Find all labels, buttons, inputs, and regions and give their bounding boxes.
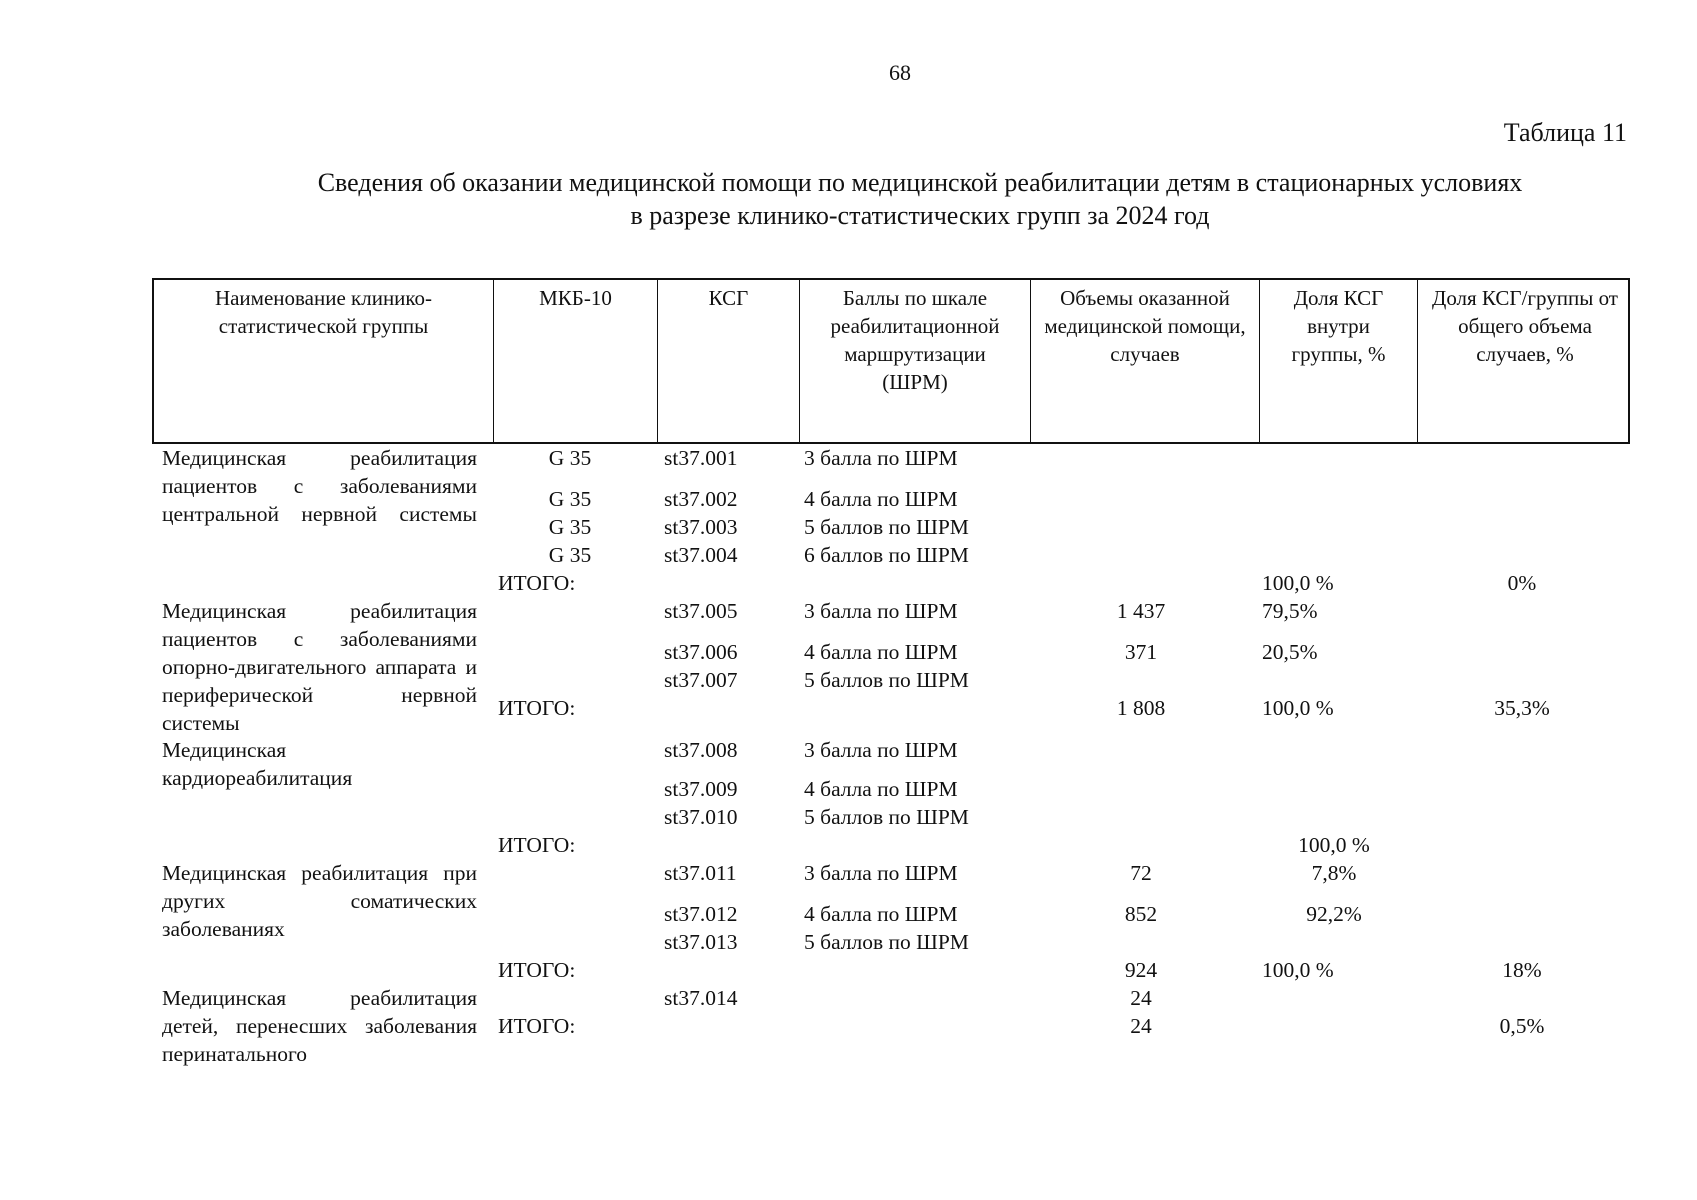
cell-share: 92,2% (1306, 902, 1362, 926)
cell-share: 20,5% (1262, 640, 1318, 664)
cell-volume: 24 (1130, 986, 1152, 1010)
group-name: Медицинская кардиореабилитация (162, 738, 353, 790)
total-label: ИТОГО: (498, 1014, 576, 1038)
cell-share-total: 18% (1502, 958, 1542, 982)
cell-shrm: 3 балла по ШРМ (804, 861, 958, 885)
cell-share: 100,0 % (1298, 833, 1370, 857)
total-label: ИТОГО: (498, 571, 576, 595)
cell-shrm: 5 баллов по ШРМ (804, 515, 969, 539)
header-shrm: Баллы по шкале реабилитационной маршрутизации (ШРМ) (800, 280, 1031, 442)
header-mkb: МКБ-10 (494, 280, 658, 442)
cell-share: 7,8% (1311, 861, 1357, 885)
cell-volume: 24 (1130, 1014, 1152, 1038)
total-label: ИТОГО: (498, 696, 576, 720)
cell-shrm: 3 балла по ШРМ (804, 738, 958, 762)
cell-ksg: st37.006 (664, 640, 738, 664)
title-line-1: Сведения об оказании медицинской помощи по медицинской реабилитации детям в стационарных условиях (317, 168, 1523, 197)
cell-share-total: 0,5% (1499, 1014, 1545, 1038)
header-share-total: Доля КСГ/группы от общего объема случаев, % (1432, 286, 1618, 366)
cell-mkb: G 35 (548, 515, 592, 539)
cell-volume: 371 (1124, 640, 1158, 664)
cell-ksg: st37.013 (664, 930, 738, 954)
cell-shrm: 4 балла по ШРМ (804, 902, 958, 926)
cell-ksg: st37.002 (664, 487, 738, 511)
cell-share: 79,5% (1262, 599, 1318, 623)
group-name: Медицинская реабилитация пациентов с заболеваниями центральной нервной системы (162, 446, 477, 526)
header-group: Наименование клинико-статистической группы (154, 280, 494, 442)
cell-ksg: st37.014 (664, 986, 738, 1010)
page-number: 68 (889, 60, 911, 85)
cell-ksg: st37.009 (664, 777, 738, 801)
group-name: Медицинская реабилитация детей, перенесших заболевания перинатального (162, 986, 477, 1066)
cell-shrm: 6 баллов по ШРМ (804, 543, 969, 567)
cell-share: 100,0 % (1262, 958, 1334, 982)
cell-ksg: st37.005 (664, 599, 738, 623)
cell-share-total: 35,3% (1494, 696, 1550, 720)
cell-ksg: st37.011 (664, 861, 737, 885)
cell-volume: 1 437 (1116, 599, 1166, 623)
title-line-2: в разрезе клинико-статистических групп за 2024 год (630, 201, 1210, 230)
cell-shrm: 5 баллов по ШРМ (804, 668, 969, 692)
cell-ksg: st37.003 (664, 515, 738, 539)
group-name: Медицинская реабилитация при других соматических заболеваниях (162, 861, 477, 941)
total-label: ИТОГО: (498, 833, 576, 857)
cell-shrm: 3 балла по ШРМ (804, 599, 958, 623)
cell-ksg: st37.010 (664, 805, 738, 829)
cell-mkb: G 35 (548, 446, 592, 470)
cell-shrm: 4 балла по ШРМ (804, 640, 958, 664)
cell-share: 100,0 % (1262, 571, 1334, 595)
table-label: Таблица 11 (1503, 118, 1627, 147)
cell-volume: 924 (1124, 958, 1158, 982)
cell-shrm: 5 баллов по ШРМ (804, 805, 969, 829)
cell-share-total: 0% (1507, 571, 1537, 595)
cell-ksg: st37.007 (664, 668, 738, 692)
cell-shrm: 4 балла по ШРМ (804, 777, 958, 801)
cell-share: 100,0 % (1262, 696, 1334, 720)
group-name: Медицинская реабилитация пациентов с заболеваниями опорно-двигательного аппарата и периферической нервной системы (162, 599, 477, 735)
cell-shrm: 3 балла по ШРМ (804, 446, 958, 470)
cell-shrm: 4 балла по ШРМ (804, 487, 958, 511)
cell-shrm: 5 баллов по ШРМ (804, 930, 969, 954)
cell-volume: 1 808 (1116, 696, 1166, 720)
cell-volume: 72 (1130, 861, 1152, 885)
header-ksg: КСГ (658, 280, 800, 442)
cell-volume: 852 (1124, 902, 1158, 926)
cell-ksg: st37.012 (664, 902, 738, 926)
header-share-in-group: Доля КСГ внутри группы, % (1260, 280, 1418, 442)
header-volume: Объемы оказанной медицинской помощи, случаев (1031, 280, 1260, 442)
cell-mkb: G 35 (548, 487, 592, 511)
cell-ksg: st37.008 (664, 738, 738, 762)
cell-mkb: G 35 (548, 543, 592, 567)
cell-ksg: st37.004 (664, 543, 738, 567)
cell-ksg: st37.001 (664, 446, 738, 470)
total-label: ИТОГО: (498, 958, 576, 982)
